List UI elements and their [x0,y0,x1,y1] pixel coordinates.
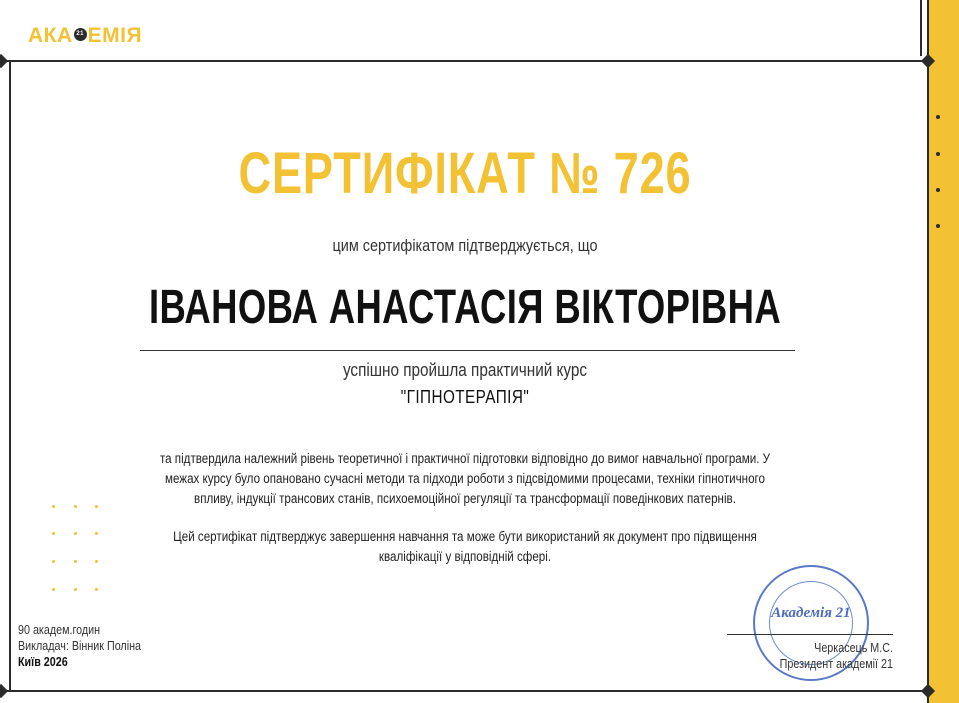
course-name: "ГІПНОТЕРАПІЯ" [400,387,530,407]
stamp-text: Академія 21 [771,605,851,621]
side-dot [936,115,940,119]
signatory-name: Черкасець М.С. [814,641,893,655]
header-right-edge [920,0,922,56]
completion-text: успішно пройшла практичний курс [342,360,588,380]
side-dot [936,224,940,228]
description-paragraph: та підтвердила належний рівень теоретичної і практичної підготовки відповідно до вимог навчальної програми. У межах курсу було опановано сучасні методи та підходи роботи з підсвідомими процесами, техніки гіпнотичного впливу, індукції трансових станів, психоемоційної регуляції та трансформації поведінкових патернів. [159,451,771,506]
signatory-role: Президент академії 21 [779,657,893,671]
academy-logo [28,24,142,48]
frame-left-line [9,62,11,690]
corner-diamond-left-bottom [0,684,8,698]
logo-text-end: ЕМІЯ [87,24,143,47]
certificate-title: СЕРТИФІКАТ № 726 [238,141,692,206]
recipient-name: ІВАНОВА АНАСТАСІЯ ВІКТОРІВНА [148,281,782,334]
signature-line [727,634,893,635]
yellow-side-strip [929,0,959,703]
course-details [18,622,141,670]
signatory [750,640,893,672]
name-underline [140,350,795,351]
certificate-intro: цим сертифікатом підтверджується, що [332,236,598,255]
frame-right-line [927,0,929,703]
course-hours: 90 академ.годин [18,623,101,637]
side-dot [936,188,940,192]
side-dot [936,152,940,156]
frame-top-line [0,60,929,62]
logo-badge: 21 [74,28,87,41]
city-year: Київ 2026 [18,655,68,669]
corner-diamond-left-top [0,54,8,68]
validity-paragraph: Цей сертифікат підтверджує завершення навчання та може бути використаний як документ про підвищення кваліфікації у відповідній сфері. [173,529,757,564]
logo-text-start: АКА [28,24,73,47]
frame-bottom-line [0,690,929,692]
course-teacher: Викладач: Вінник Поліна [18,639,142,653]
